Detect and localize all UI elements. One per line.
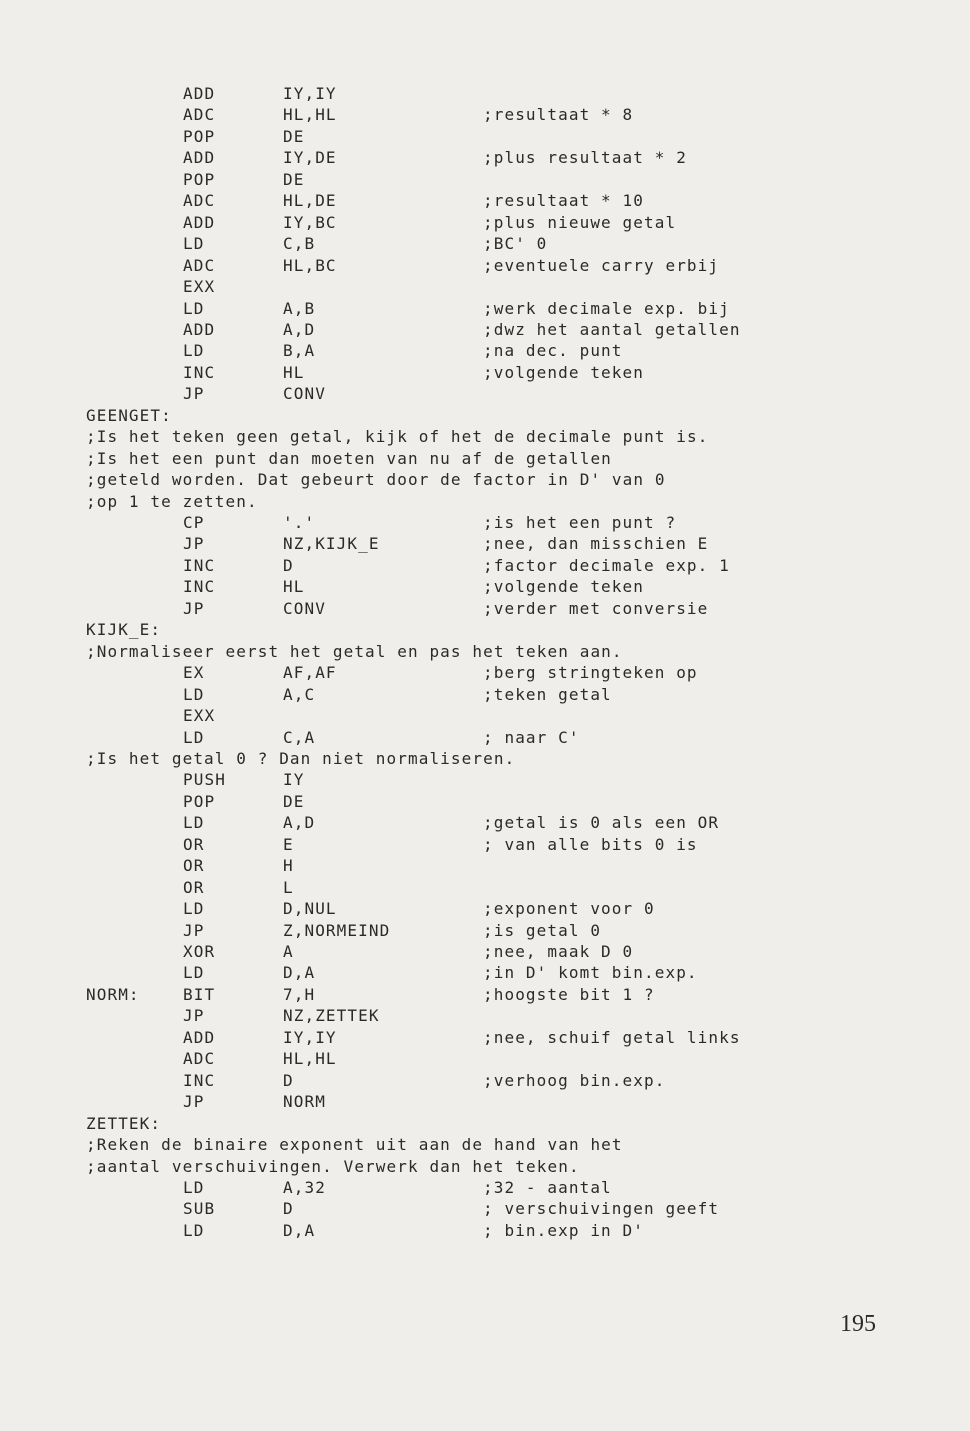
line-text: GEENGET: <box>86 405 172 425</box>
opcode: LD <box>183 684 205 704</box>
line-text: ;Reken de binaire exponent uit aan de hand van het <box>86 1135 623 1155</box>
opcode: ADC <box>183 255 216 275</box>
opcode: JP <box>183 920 205 940</box>
listing-text-line <box>0 1156 970 1178</box>
code-comment: ;exponent voor 0 <box>483 899 655 919</box>
opcode: LD <box>183 813 205 833</box>
code-comment: ;plus nieuwe getal <box>483 212 677 232</box>
opcode: LD <box>183 234 205 254</box>
code-line <box>0 319 970 341</box>
line-text: ZETTEK: <box>86 1113 162 1133</box>
code-line <box>0 791 970 813</box>
code-line <box>0 126 970 148</box>
opcode: LD <box>183 341 205 361</box>
code-comment: ;BC' 0 <box>483 234 548 254</box>
code-comment: ;nee, maak D 0 <box>483 942 634 961</box>
code-comment: ;getal is 0 als een OR <box>483 813 720 833</box>
code-comment: ;teken getal <box>483 684 612 704</box>
code-line <box>0 962 970 984</box>
listing-text-line <box>0 641 970 663</box>
opcode: PUSH <box>183 770 226 790</box>
operand: AF,AF <box>283 663 337 683</box>
code-line <box>0 1198 970 1220</box>
opcode: ADD <box>183 148 216 168</box>
code-comment: ;nee, dan misschien E <box>483 534 709 554</box>
listing-text-line <box>0 491 970 513</box>
operand: D,A <box>283 963 316 983</box>
operand: A,B <box>283 298 316 318</box>
code-line <box>0 984 970 1006</box>
listing-text-line <box>0 469 970 491</box>
code-line <box>0 898 970 920</box>
listing-text-line <box>0 448 970 470</box>
opcode: LD <box>183 1220 205 1240</box>
line-text: ;Is het teken geen getal, kijk of het de decimale punt is. <box>86 427 709 447</box>
code-line <box>0 855 970 877</box>
code-comment: ;volgende teken <box>483 577 644 597</box>
operand: NZ,ZETTEK <box>283 1006 380 1026</box>
operand: CONV <box>283 598 326 618</box>
code-comment: ;na dec. punt <box>483 341 623 361</box>
code-line <box>0 941 970 963</box>
code-line <box>0 1005 970 1027</box>
opcode: ADD <box>183 1027 216 1047</box>
code-line <box>0 298 970 320</box>
operand: HL <box>283 362 305 382</box>
opcode: INC <box>183 577 216 597</box>
operand: D <box>283 555 294 575</box>
operand: H <box>283 856 294 876</box>
code-line <box>0 1070 970 1092</box>
code-line <box>0 255 970 277</box>
opcode: ADD <box>183 84 216 103</box>
opcode: LD <box>183 899 205 919</box>
code-comment: ;hoogste bit 1 ? <box>483 984 655 1004</box>
code-comment: ;eventuele carry erbij <box>483 255 720 275</box>
listing-text-line <box>0 405 970 427</box>
opcode: ADC <box>183 105 216 125</box>
opcode: POP <box>183 169 216 189</box>
code-line <box>0 362 970 384</box>
code-line <box>0 190 970 212</box>
opcode: OR <box>183 877 205 897</box>
opcode: ADC <box>183 191 216 211</box>
opcode: POP <box>183 126 216 146</box>
operand: HL,BC <box>283 255 337 275</box>
code-comment: ; van alle bits 0 is <box>483 834 698 854</box>
opcode: OR <box>183 834 205 854</box>
operand: A,D <box>283 319 316 339</box>
code-comment: ; bin.exp in D' <box>483 1220 644 1240</box>
operand: HL,DE <box>283 191 337 211</box>
opcode: LD <box>183 1177 205 1197</box>
code-line <box>0 769 970 791</box>
code-comment: ;is getal 0 <box>483 920 602 940</box>
code-line <box>0 1177 970 1199</box>
opcode: ADC <box>183 1049 216 1069</box>
operand: C,A <box>283 727 316 747</box>
code-comment: ;volgende teken <box>483 362 644 382</box>
opcode: INC <box>183 1070 216 1090</box>
operand: A,32 <box>283 1177 326 1197</box>
code-line <box>0 1091 970 1113</box>
opcode: JP <box>183 384 205 404</box>
opcode: JP <box>183 534 205 554</box>
code-comment: ;in D' komt bin.exp. <box>483 963 698 983</box>
operand: L <box>283 877 294 897</box>
opcode: ADD <box>183 319 216 339</box>
code-line <box>0 877 970 899</box>
code-line <box>0 920 970 942</box>
operand: IY,DE <box>283 148 337 168</box>
opcode: LD <box>183 298 205 318</box>
code-label: NORM: <box>86 984 140 1004</box>
operand: D <box>283 1199 294 1219</box>
opcode: INC <box>183 555 216 575</box>
operand: NORM <box>283 1092 326 1112</box>
operand: D,A <box>283 1220 316 1240</box>
operand: IY,IY <box>283 84 337 103</box>
page-number: 195 <box>840 1311 876 1337</box>
code-line <box>0 684 970 706</box>
listing-text-line <box>0 426 970 448</box>
listing-text-line <box>0 748 970 770</box>
code-comment: ;nee, schuif getal links <box>483 1027 741 1047</box>
code-line <box>0 834 970 856</box>
opcode: ADD <box>183 212 216 232</box>
code-line <box>0 598 970 620</box>
operand: IY <box>283 770 305 790</box>
operand: HL,HL <box>283 1049 337 1069</box>
operand: '.' <box>283 513 316 532</box>
listing-text-line <box>0 619 970 641</box>
code-line <box>0 212 970 234</box>
code-line <box>0 512 970 534</box>
code-comment: ;32 - aantal <box>483 1177 612 1197</box>
opcode: LD <box>183 727 205 747</box>
opcode: JP <box>183 1006 205 1026</box>
code-comment: ;werk decimale exp. bij <box>483 298 730 318</box>
code-line <box>0 169 970 191</box>
operand: D,NUL <box>283 899 337 919</box>
line-text: ;geteld worden. Dat gebeurt door de factor in D' van 0 <box>86 470 666 490</box>
operand: HL <box>283 577 305 597</box>
opcode: BIT <box>183 984 216 1004</box>
opcode: INC <box>183 362 216 382</box>
opcode: LD <box>183 963 205 983</box>
code-line <box>0 1220 970 1242</box>
code-line <box>0 812 970 834</box>
operand: B,A <box>283 341 316 361</box>
operand: DE <box>283 126 305 146</box>
opcode: JP <box>183 598 205 618</box>
operand: E <box>283 834 294 854</box>
code-line <box>0 383 970 405</box>
code-line <box>0 576 970 598</box>
code-line <box>0 1027 970 1049</box>
operand: DE <box>283 791 305 811</box>
code-comment: ;is het een punt ? <box>483 513 677 532</box>
operand: IY,IY <box>283 1027 337 1047</box>
operand: A,C <box>283 684 316 704</box>
code-line <box>0 147 970 169</box>
code-comment: ;resultaat * 10 <box>483 191 644 211</box>
code-comment: ;factor decimale exp. 1 <box>483 555 730 575</box>
opcode: SUB <box>183 1199 216 1219</box>
code-line <box>0 233 970 255</box>
line-text: ;op 1 te zetten. <box>86 491 258 511</box>
code-line <box>0 705 970 727</box>
operand: 7,H <box>283 984 316 1004</box>
code-comment: ; verschuivingen geeft <box>483 1199 720 1219</box>
operand: Z,NORMEIND <box>283 920 391 940</box>
code-line <box>0 555 970 577</box>
operand: D <box>283 1070 294 1090</box>
line-text: ;aantal verschuivingen. Verwerk dan het teken. <box>86 1156 580 1176</box>
operand: HL,HL <box>283 105 337 125</box>
code-line <box>0 662 970 684</box>
opcode: CP <box>183 513 205 532</box>
operand: DE <box>283 169 305 189</box>
operand: A <box>283 942 294 961</box>
code-line <box>0 276 970 298</box>
code-comment: ;verhoog bin.exp. <box>483 1070 666 1090</box>
operand: A,D <box>283 813 316 833</box>
code-comment: ;berg stringteken op <box>483 663 698 683</box>
code-line <box>0 727 970 749</box>
line-text: KIJK_E: <box>86 620 162 640</box>
code-line <box>0 533 970 555</box>
line-text: ;Is het getal 0 ? Dan niet normaliseren. <box>86 748 516 768</box>
line-text: ;Normaliseer eerst het getal en pas het teken aan. <box>86 641 623 661</box>
operand: NZ,KIJK_E <box>283 534 380 554</box>
code-comment: ;dwz het aantal getallen <box>483 319 741 339</box>
opcode: EXX <box>183 706 216 726</box>
opcode: POP <box>183 791 216 811</box>
listing-text-line <box>0 1134 970 1156</box>
code-line <box>0 104 970 126</box>
opcode: EXX <box>183 277 216 297</box>
opcode: OR <box>183 856 205 876</box>
opcode: EX <box>183 663 205 683</box>
code-comment: ;plus resultaat * 2 <box>483 148 687 168</box>
code-line <box>0 1048 970 1070</box>
opcode: JP <box>183 1092 205 1112</box>
code-comment: ;verder met conversie <box>483 598 709 618</box>
code-comment: ; naar C' <box>483 727 580 747</box>
listing-text-line <box>0 1113 970 1135</box>
opcode: XOR <box>183 942 216 961</box>
operand: IY,BC <box>283 212 337 232</box>
code-line <box>0 83 970 105</box>
code-line <box>0 340 970 362</box>
line-text: ;Is het een punt dan moeten van nu af de getallen <box>86 448 612 468</box>
operand: C,B <box>283 234 316 254</box>
code-comment: ;resultaat * 8 <box>483 105 634 125</box>
operand: CONV <box>283 384 326 404</box>
